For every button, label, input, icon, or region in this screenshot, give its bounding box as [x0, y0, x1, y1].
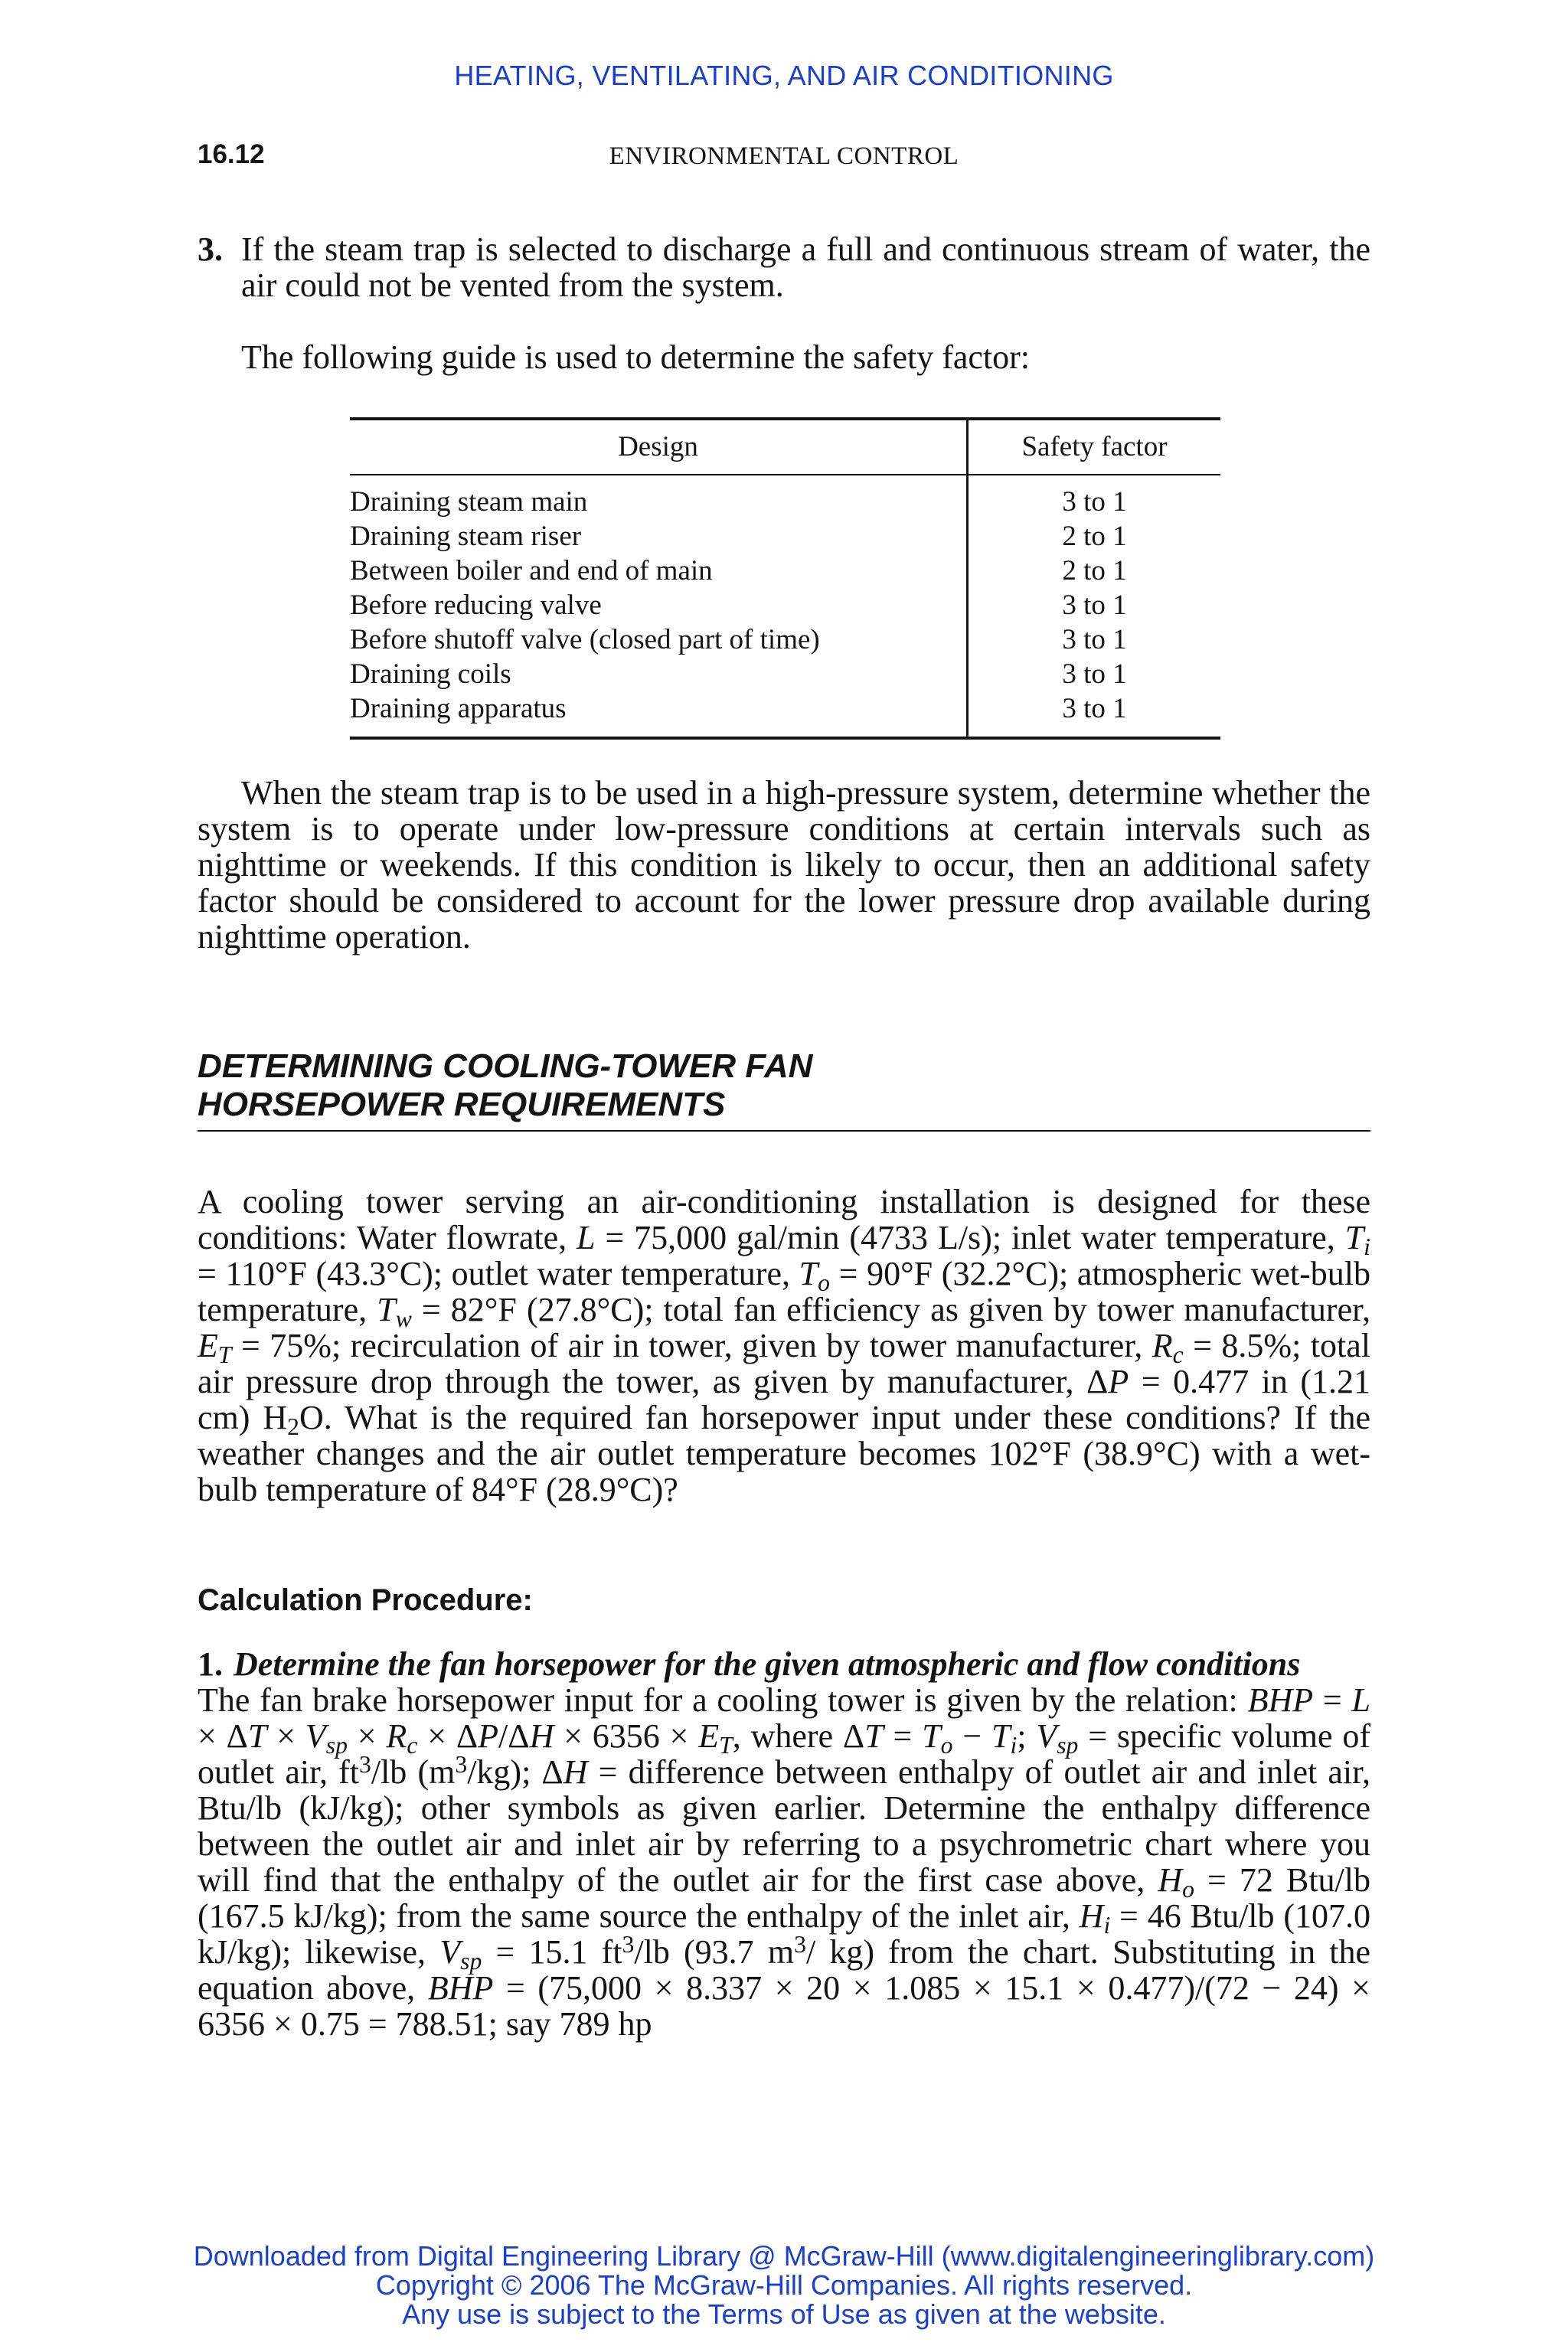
list-number: 3. [198, 230, 223, 268]
step-1-heading: 1. Determine the fan horsepower for the given atmospheric and flow conditions [198, 1645, 1301, 1683]
table-cell-design: Draining steam riser [350, 521, 582, 552]
section-title-line-2: HORSEPOWER REQUIREMENTS [198, 1086, 726, 1123]
high-pressure-paragraph [198, 775, 1370, 955]
calculation-procedure-title: Calculation Procedure: [198, 1583, 533, 1617]
factor-column [969, 475, 1220, 737]
table-cell-factor: 3 to 1 [1062, 486, 1127, 518]
table-cell-design: Draining coils [350, 658, 511, 690]
footer-copyright: Copyright © 2006 The McGraw-Hill Companies. All rights reserved. [375, 2269, 1193, 2301]
step-1-text: The fan brake horsepower input for a cooling tower is given by the relation: BHP = $L \times \Delta T \times V_{sp} \times R_c \times \Delta P/\Delta H \times 6356 \times E_T$, where $\Delta T = T_o - T_i$; $V_{sp}$ = specific volume of outlet air, $ft^3/lb$ $(m^3/kg)$; ΔH = difference between enthalpy of outlet air and inlet air, Btu/lb (kJ/kg); other symbols as given earlier. Determine the enthalpy difference between the outlet air and inlet air by referring to a psychrometric chart where you will find that the enthalpy of the outlet air for the first case above, $H_o = 72$ Btu/lb (167.5 kJ/kg); from the same source the enthalpy of the inlet air, $H_i = 46$ Btu/lb (107.0 kJ/kg); likewise, $V_{sp} = 15.1$ $ft^3/lb$ (93.7 $m^3/$ kg) from the chart. Substituting in the equation above, BHP = (75,000 × 8.337 × 20 × 1.085 × 15.1 × 0.477)/(72 − 24) × 6356 × 0.75 = 788.51; say 789 hp [198, 1681, 1371, 2043]
table-cell-design: Before reducing valve [350, 590, 602, 621]
header-design: Design [350, 420, 969, 474]
design-column [350, 475, 969, 737]
footer-terms: Any use is subject to the Terms of Use as given at the website. [402, 2298, 1166, 2330]
table-header [350, 420, 1220, 475]
table-cell-design: Between boiler and end of main [350, 555, 713, 586]
running-banner: HEATING, VENTILATING, AND AIR CONDITIONING [454, 60, 1114, 91]
step-1 [198, 1646, 1370, 2042]
table-cell-factor: 2 to 1 [1062, 521, 1127, 552]
table-cell-factor: 3 to 1 [1062, 590, 1127, 621]
footer-download-link[interactable]: Downloaded from Digital Engineering Library @ McGraw-Hill (www.digitalengineeringlibrary.com) [193, 2240, 1375, 2272]
table-cell-factor: 3 to 1 [1062, 624, 1127, 655]
section-title [198, 1047, 1370, 1132]
table-cell-design: Draining steam main [350, 486, 588, 518]
running-head: ENVIRONMENTAL CONTROL [609, 142, 959, 170]
problem-statement: A cooling tower serving an air-conditioning installation is designed for these conditions: Water flowrate, L = 75,000 gal/min (4733 L/s); inlet water temperature, $T_i = 110^\circ F$ (43.3°C); outlet water temperature, $T_o = 90^\circ F$ (32.2°C); atmospheric wet-bulb temperature, $T_w = 82^\circ F$ (27.8°C); total fan efficiency as given by tower manufacturer, $E_T = 75\%$; recirculation of air in tower, given by tower manufacturer, $R_c = 8.5\%$; total air pressure drop through the tower, as given by manufacturer, ΔP = 0.477 in (1.21 cm) $H_2O$. What is the required fan horsepower input under these conditions? If the weather changes and the air outlet temperature becomes 102°F (38.9°C) with a wet-bulb temperature of 84°F (28.9°C)? [198, 1183, 1371, 1508]
paragraph-text: When the steam trap is to be used in a high-pressure system, determine whether the system is to operate under low-pressure conditions at certain intervals such as nighttime or weekends. If this condition is likely to occur, then an additional safety factor should be considered to account for the lower pressure drop available during nighttime operation. [198, 774, 1370, 956]
table-cell-factor: 3 to 1 [1062, 693, 1127, 724]
list-text: If the steam trap is selected to discharge a full and continuous stream of water, the air could not be vented from the system. [241, 230, 1370, 304]
page-number: 16.12 [198, 139, 265, 169]
table-body [350, 475, 1220, 740]
table-cell-design: Draining apparatus [350, 693, 567, 724]
table-cell-factor: 3 to 1 [1062, 658, 1127, 690]
section-title-line-1: DETERMINING COOLING-TOWER FAN [198, 1047, 813, 1085]
header-safety-factor: Safety factor [1021, 431, 1168, 462]
download-footer [0, 2242, 1568, 2329]
safety-factor-table [350, 417, 1220, 740]
table-cell-factor: 2 to 1 [1062, 555, 1127, 586]
table-cell-design: Before shutoff valve (closed part of time) [350, 624, 820, 655]
guide-intro: The following guide is used to determine the safety factor: [241, 338, 1031, 376]
list-item-3 [198, 231, 1370, 303]
